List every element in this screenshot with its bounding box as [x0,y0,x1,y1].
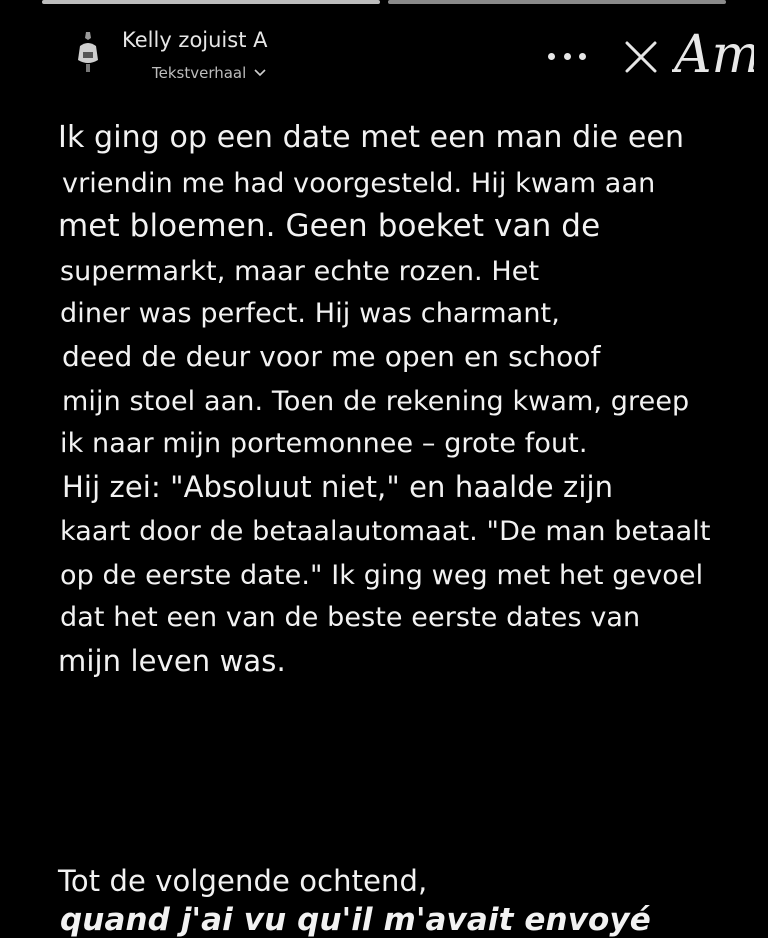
more-dot [579,53,586,60]
story-line: ik naar mijn portemonnee – grote fout. [60,428,588,459]
more-dots-icon [548,53,555,60]
story-line: mijn stoel aan. Toen de rekening kwam, greep [62,386,690,417]
story-type-selector[interactable] [152,64,266,82]
story-line: kaart door de betaalautomaat. "De man betaalt [60,516,711,547]
chevron-down-icon [254,69,266,77]
close-button[interactable] [624,40,658,74]
story-line: op de eerste date." Ik ging weg met het gevoel [60,560,704,591]
story-line: vriendin me had voorgesteld. Hij kwam aan [62,168,656,199]
story-line: mijn leven was. [58,644,286,678]
avatar[interactable] [70,26,106,76]
story-line: dat het een van de beste eerste dates van [60,602,641,633]
watermark-logo [672,24,754,86]
close-icon [624,40,658,74]
avatar-icon [70,26,106,76]
story-line: Tot de volgende ochtend, [58,864,428,898]
watermark-text: Am [674,25,754,85]
story-progress-bar-1 [42,0,380,4]
story-line: deed de deur voor me open en schoof [62,340,601,373]
story-line: diner was perfect. Hij was charmant, [60,298,560,329]
story-progress-bar-2 [388,0,726,4]
story-line: supermarkt, maar echte rozen. Het [60,256,540,287]
story-line-cut-off: quand j'ai vu qu'il m'avait envoyé [60,902,651,938]
am-logo-icon [672,24,754,86]
story-line: met bloemen. Geen boeket van de [58,208,601,244]
more-dot [564,53,571,60]
story-type-label: Tekstverhaal [152,64,247,82]
story-line: Hij zei: "Absoluut niet," en haalde zijn [62,470,614,504]
story-line: Ik ging op een date met een man die een [58,120,685,155]
story-username[interactable]: Kelly zojuist A [122,28,268,52]
more-options-button[interactable] [548,46,586,66]
